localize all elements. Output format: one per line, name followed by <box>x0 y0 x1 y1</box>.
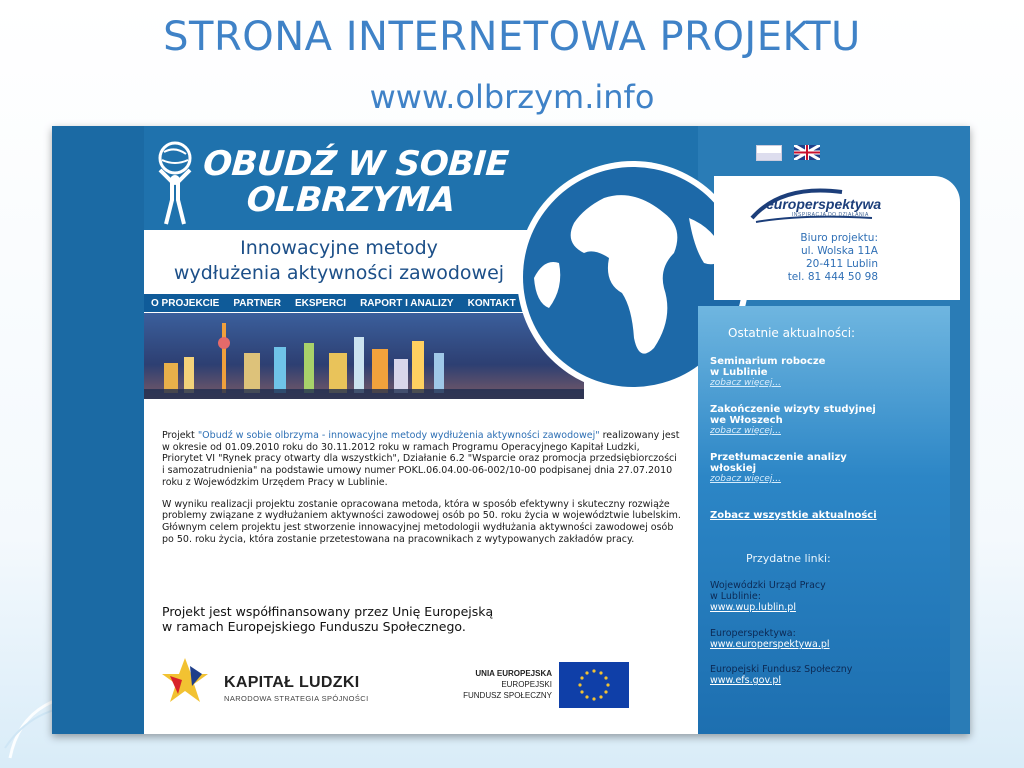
news-headline[interactable] <box>710 404 890 426</box>
uk-flag-icon[interactable] <box>794 145 820 160</box>
all-news-link[interactable]: Zobacz wszystkie aktualności <box>710 510 877 521</box>
kapital-ludzki-subtitle: NARODOWA STRATEGIA SPÓJNOŚCI <box>224 694 369 703</box>
news-headline-line: Przetłumaczenie analizy <box>710 452 847 463</box>
site-logo-text[interactable] <box>199 146 524 218</box>
news-headline-line: Zakończenie wizyty studyjnej <box>710 404 876 415</box>
slide-title: STRONA INTERNETOWA PROJEKTU <box>163 14 861 60</box>
partner-logo-sub: INSPIRACJA DO DZIAŁANIA <box>792 212 869 218</box>
news-more-link[interactable]: zobacz więcej... <box>710 426 781 436</box>
address-line: 20-411 Lublin <box>805 258 878 270</box>
logo-line-2: OLBRZYMA <box>245 180 457 220</box>
website <box>52 126 970 734</box>
news-more-link[interactable]: zobacz więcej... <box>710 378 781 388</box>
nav-item-o-projekcie[interactable]: O PROJEKCIE <box>151 297 220 309</box>
eu-flag-icon <box>559 662 629 708</box>
news-headline-line: włoskiej <box>710 463 757 474</box>
cofinance-line: w ramach Europejskiego Funduszu Społecznego. <box>162 619 466 634</box>
news-item <box>710 356 890 388</box>
news-headline[interactable] <box>710 356 890 378</box>
kapital-ludzki-logo-icon <box>162 656 208 704</box>
useful-link <box>710 664 900 686</box>
logo-line-1: OBUDŹ W SOBIE <box>201 144 510 184</box>
news-title: Ostatnie aktualności: <box>728 326 856 340</box>
nav-item-kontakt[interactable]: KONTAKT <box>467 297 516 309</box>
address-line: Biuro projektu: <box>800 232 878 244</box>
news-headline-line: Seminarium robocze <box>710 356 826 367</box>
useful-link-url[interactable]: www.wup.lublin.pl <box>710 602 796 613</box>
content-paragraph: W wyniku realizacji projektu zostanie opracowana metoda, która w sposób efektywny i skuteczny rozwiąże problemy związane z wydłużaniem aktywności zawodowej osób po 50. roku życia w województwie lubelskim. Głównym celem projektu jest stworzenie innowacyjnej metodologii wydłużania aktywności zawodowej osób po 50. roku życia, która zostanie przetestowana na pracownikach z wytypowanych zakładów pracy. <box>162 498 681 545</box>
news-item <box>710 452 890 484</box>
project-name: "Obudź w sobie olbrzyma - innowacyjne metody wydłużenia aktywności zawodowej" <box>197 430 600 441</box>
useful-link-label: Wojewódzki Urząd Pracy <box>710 580 826 591</box>
news-headline[interactable] <box>710 452 890 474</box>
slide-subtitle: www.olbrzym.info <box>369 78 655 116</box>
address-line: ul. Wolska 11A <box>800 245 878 257</box>
news-item <box>710 404 890 436</box>
efs-line: EUROPEJSKI <box>501 680 552 689</box>
useful-link-url[interactable]: www.europerspektywa.pl <box>710 639 830 650</box>
main-content <box>162 430 682 555</box>
nav-item-partner[interactable]: PARTNER <box>233 297 281 309</box>
polish-flag-icon[interactable] <box>756 145 782 161</box>
p1-prefix: Projekt <box>162 430 198 441</box>
useful-link <box>710 580 900 613</box>
address-line: tel. 81 444 50 98 <box>787 271 878 283</box>
nav-item-raport[interactable]: RAPORT I ANALIZY <box>360 297 454 309</box>
news-more-link[interactable]: zobacz więcej... <box>710 474 781 484</box>
cofinance-note <box>162 604 622 634</box>
p1-rest: realizowany jest w okresie od 01.09.2010 roku do 30.11.2012 roku w ramach Programu Operacyjnego Kapitał Ludzki, Priorytet VI "Rynek pracy otwarty dla wszystkich", Działanie 6.2 "Wsparcie oraz promocja przedsiębiorczości i samozatrudnienia" na podstawie umowy numer POKL.06.04.00-06-002/10-00 podpisanej dnia 27.07.2010 roku z Wojewódzkim Urzędem Pracy w Lublinie. <box>162 430 680 488</box>
tagline-line-1: Innowacyjne metody <box>240 237 438 259</box>
site-tagline <box>144 236 534 286</box>
news-headline-line: w Lublinie <box>710 367 768 378</box>
eu-name: UNIA EUROPEJSKA <box>475 669 552 678</box>
cofinance-line: Projekt jest współfinansowany przez Unię Europejską <box>162 604 494 619</box>
useful-link-label: Europejski Fundusz Społeczny <box>710 664 853 675</box>
useful-link-label: Europerspektywa: <box>710 628 796 639</box>
kapital-ludzki-title: KAPITAŁ LUDZKI <box>224 674 360 691</box>
content-paragraph <box>162 430 682 489</box>
useful-link-url[interactable]: www.efs.gov.pl <box>710 675 782 686</box>
tagline-line-2: wydłużenia aktywności zawodowej <box>173 262 505 284</box>
efs-line: FUNDUSZ SPOŁECZNY <box>463 691 552 700</box>
useful-link-label: w Lublinie: <box>710 591 761 602</box>
partner-logo[interactable]: europerspektywa <box>766 196 882 212</box>
useful-links-title: Przydatne linki: <box>746 552 831 565</box>
useful-link <box>710 628 900 650</box>
news-headline-line: we Włoszech <box>710 415 783 426</box>
giant-figure-icon <box>152 140 198 226</box>
eu-logo-text <box>444 668 552 701</box>
nav-item-eksperci[interactable]: EKSPERCI <box>294 297 347 309</box>
office-address <box>752 232 878 284</box>
